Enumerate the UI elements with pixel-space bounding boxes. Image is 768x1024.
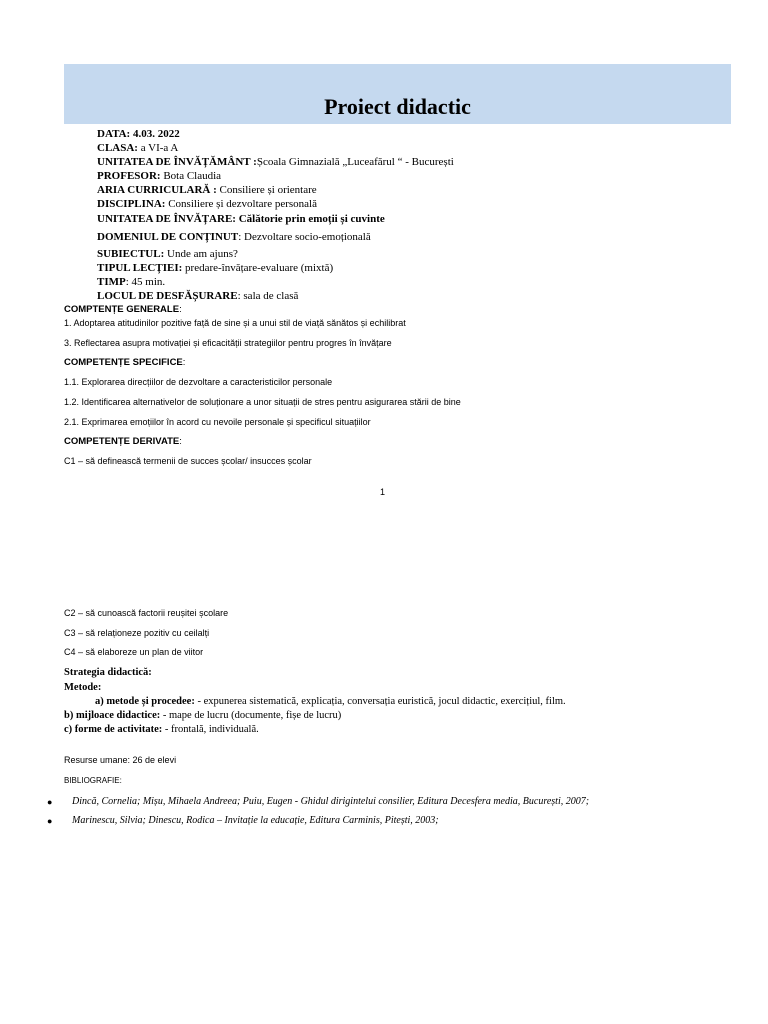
cd-c2: C2 – să cunoască factorii reușitei școlare — [64, 608, 229, 618]
clasa-line: CLASA: a VI-a A — [97, 142, 179, 154]
metode-heading: Metode: — [64, 682, 102, 693]
resurse-umane: Resurse umane: 26 de elevi — [64, 755, 177, 765]
forme-line: c) forme de activitate: - frontală, individuală. — [64, 724, 259, 735]
invatare-line: UNITATEA DE ÎNVĂȚARE: Călătorie prin emoții și cuvinte — [97, 213, 385, 225]
competente-derivate-heading: COMPETENȚE DERIVATE: — [64, 436, 182, 447]
competente-specifice-heading: COMPETENȚE SPECIFICE: — [64, 357, 186, 368]
aria-line: ARIA CURRICULARĂ : Consiliere și orientare — [97, 184, 317, 196]
subiect-line: SUBIECTUL: Unde am ajuns? — [97, 248, 238, 260]
profesor-line: PROFESOR: Bota Claudia — [97, 170, 222, 182]
strategia-heading: Strategia didactică: — [64, 667, 152, 678]
bib-item-1: Dincă, Cornelia; Mișu, Mihaela Andreea; Puiu, Eugen - Ghidul dirigintelui consilier, Editura Decesfera media, București, 2007; — [72, 796, 590, 807]
disciplina-line: DISCIPLINA: Consiliere și dezvoltare personală — [97, 198, 317, 210]
bibliografie-heading: BIBLIOGRAFIE: — [64, 776, 122, 785]
bullet-icon: ● — [47, 816, 53, 826]
bib-item-2: Marinescu, Silvia; Dinescu, Rodica – Invitație la educație, Editura Carminis, Pitești, 2003; — [72, 815, 439, 826]
cs-item-1-1: 1.1. Explorarea direcțiilor de dezvoltare a caracteristicilor personale — [64, 377, 333, 387]
tipul-line: TIPUL LECȚIEI: predare-învățare-evaluare (mixtă) — [97, 262, 334, 274]
cd-c1: C1 – să definească termenii de succes școlar/ insucces școlar — [64, 456, 312, 466]
data-line: DATA: 4.03. 2022 — [97, 128, 180, 140]
cd-c3: C3 – să relaționeze pozitiv cu ceilalți — [64, 628, 210, 638]
competente-generale-heading: COMPTENȚE GENERALE: — [64, 304, 182, 315]
bullet-icon: ● — [47, 797, 53, 807]
cd-c4: C4 – să elaboreze un plan de viitor — [64, 647, 204, 657]
title-banner — [64, 64, 731, 124]
domeniu-line: DOMENIUL DE CONȚINUT: Dezvoltare socio-emoțională — [97, 231, 371, 243]
metode-procedee-line: a) metode și procedee: - expunerea sistematică, explicația, conversația euristică, jocul didactic, exercițiul, film. — [95, 696, 566, 707]
mijloace-line: b) mijloace didactice: - mape de lucru (documente, fișe de lucru) — [64, 710, 342, 721]
cs-item-2-1: 2.1. Exprimarea emoțiilor în acord cu nevoile personale și specificul situațiilor — [64, 417, 371, 427]
locul-line: LOCUL DE DESFĂȘURARE: sala de clasă — [97, 290, 299, 302]
cg-item-1: 1. Adoptarea atitudinilor pozitive față de sine și a unui stil de viață sănătos și echilibrat — [64, 318, 406, 328]
page-number: 1 — [380, 487, 386, 497]
page-title: Proiect didactic — [324, 94, 471, 119]
cg-item-3: 3. Reflectarea asupra motivației și eficacității strategiilor pentru progres în învățare — [64, 338, 392, 348]
unitate-line: UNITATEA DE ÎNVĂȚĂMÂNT :Școala Gimnazială „Luceafărul “ - București — [97, 156, 454, 168]
cs-item-1-2: 1.2. Identificarea alternativelor de soluționare a unor situații de stres pentru asigurarea stării de bine — [64, 397, 461, 407]
timp-line: TIMP: 45 min. — [97, 276, 166, 288]
